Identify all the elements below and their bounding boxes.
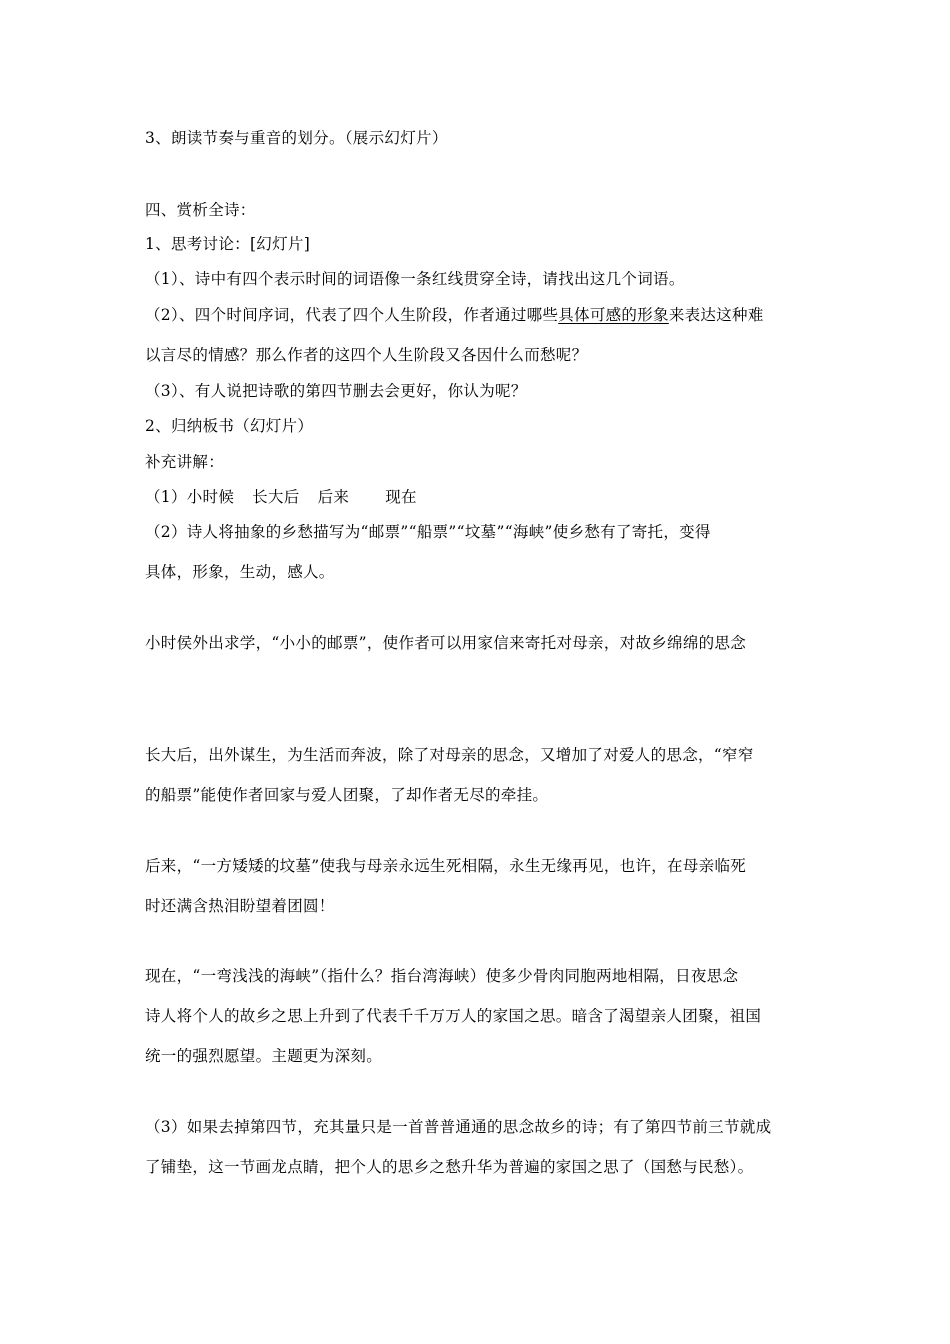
- question-1: （1）、诗中有四个表示时间的词语像一条红线贯穿全诗，请找出这几个词语。: [145, 270, 685, 288]
- time-words-line: [145, 487, 815, 507]
- later-paragraph-line-1: 后来，“一方矮矮的坟墓”使我与母亲永远生死相隔，永生无缘再见，也许，在母亲临死: [145, 857, 747, 875]
- adulthood-paragraph-line-2: 的船票”能使作者回家与爱人团聚，了却作者无尽的牵挂。: [145, 786, 549, 804]
- childhood-paragraph: 小时侯外出求学，“小小的邮票”，使作者可以用家信来寄托对母亲，对故乡绵绵的思念: [145, 634, 747, 652]
- discussion-heading: 1、思考讨论：[幻灯片]: [145, 235, 311, 253]
- explanation-3-line-1: （3）如果去掉第四节，充其量只是一首普普通通的思念故乡的诗；有了第四节前三节就成: [145, 1118, 772, 1136]
- question-2-underlined: 具体可感的形象: [558, 306, 669, 324]
- section-heading-appreciation: 四、赏析全诗：: [145, 201, 256, 219]
- question-2: [145, 305, 815, 325]
- explanation-2-continued: 具体，形象，生动，感人。: [145, 563, 335, 581]
- time-word-4: 现在: [385, 488, 417, 506]
- present-paragraph-line-3: 统一的强烈愿望。主题更为深刻。: [145, 1047, 383, 1065]
- explanation-3-line-2: 了铺垫，这一节画龙点睛，把个人的思乡之愁升华为普遍的家国之思了（国愁与民愁）。: [145, 1158, 754, 1176]
- adulthood-paragraph-line-1: 长大后，出外谋生，为生活而奔波，除了对母亲的思念，又增加了对爱人的思念，“窄窄: [145, 746, 754, 764]
- supplement-heading: 补充讲解：: [145, 453, 225, 471]
- time-words-label: （1）小时候: [145, 488, 235, 506]
- question-2-pre: （2）、四个时间序词，代表了四个人生阶段，作者通过哪些: [145, 306, 559, 324]
- question-2-post: 来表达这种难: [668, 306, 764, 324]
- time-word-2: 长大后: [252, 488, 300, 506]
- blackboard-summary-heading: 2、归纳板书（幻灯片）: [145, 417, 314, 435]
- present-paragraph-line-2: 诗人将个人的故乡之思上升到了代表千千万万人的家国之思。暗含了渴望亲人团聚，祖国: [145, 1007, 762, 1025]
- time-word-3: 后来: [317, 488, 350, 506]
- explanation-2: （2）诗人将抽象的乡愁描写为“邮票”“船票”“坟墓”“海峡”使乡愁有了寄托，变得: [145, 523, 711, 541]
- question-2-continued: 以言尽的情感？那么作者的这四个人生阶段又各因什么而愁呢？: [145, 346, 588, 364]
- reading-rhythm-line: 3、朗读节奏与重音的划分。（展示幻灯片）: [145, 129, 448, 147]
- later-paragraph-line-2: 时还满含热泪盼望着团圆！: [145, 897, 335, 915]
- question-3: （3）、有人说把诗歌的第四节删去会更好，你认为呢？: [145, 382, 527, 400]
- present-paragraph-line-1: 现在，“一弯浅浅的海峡”（指什么？指台湾海峡）使多少骨肉同胞两地相隔，日夜思念: [145, 967, 739, 985]
